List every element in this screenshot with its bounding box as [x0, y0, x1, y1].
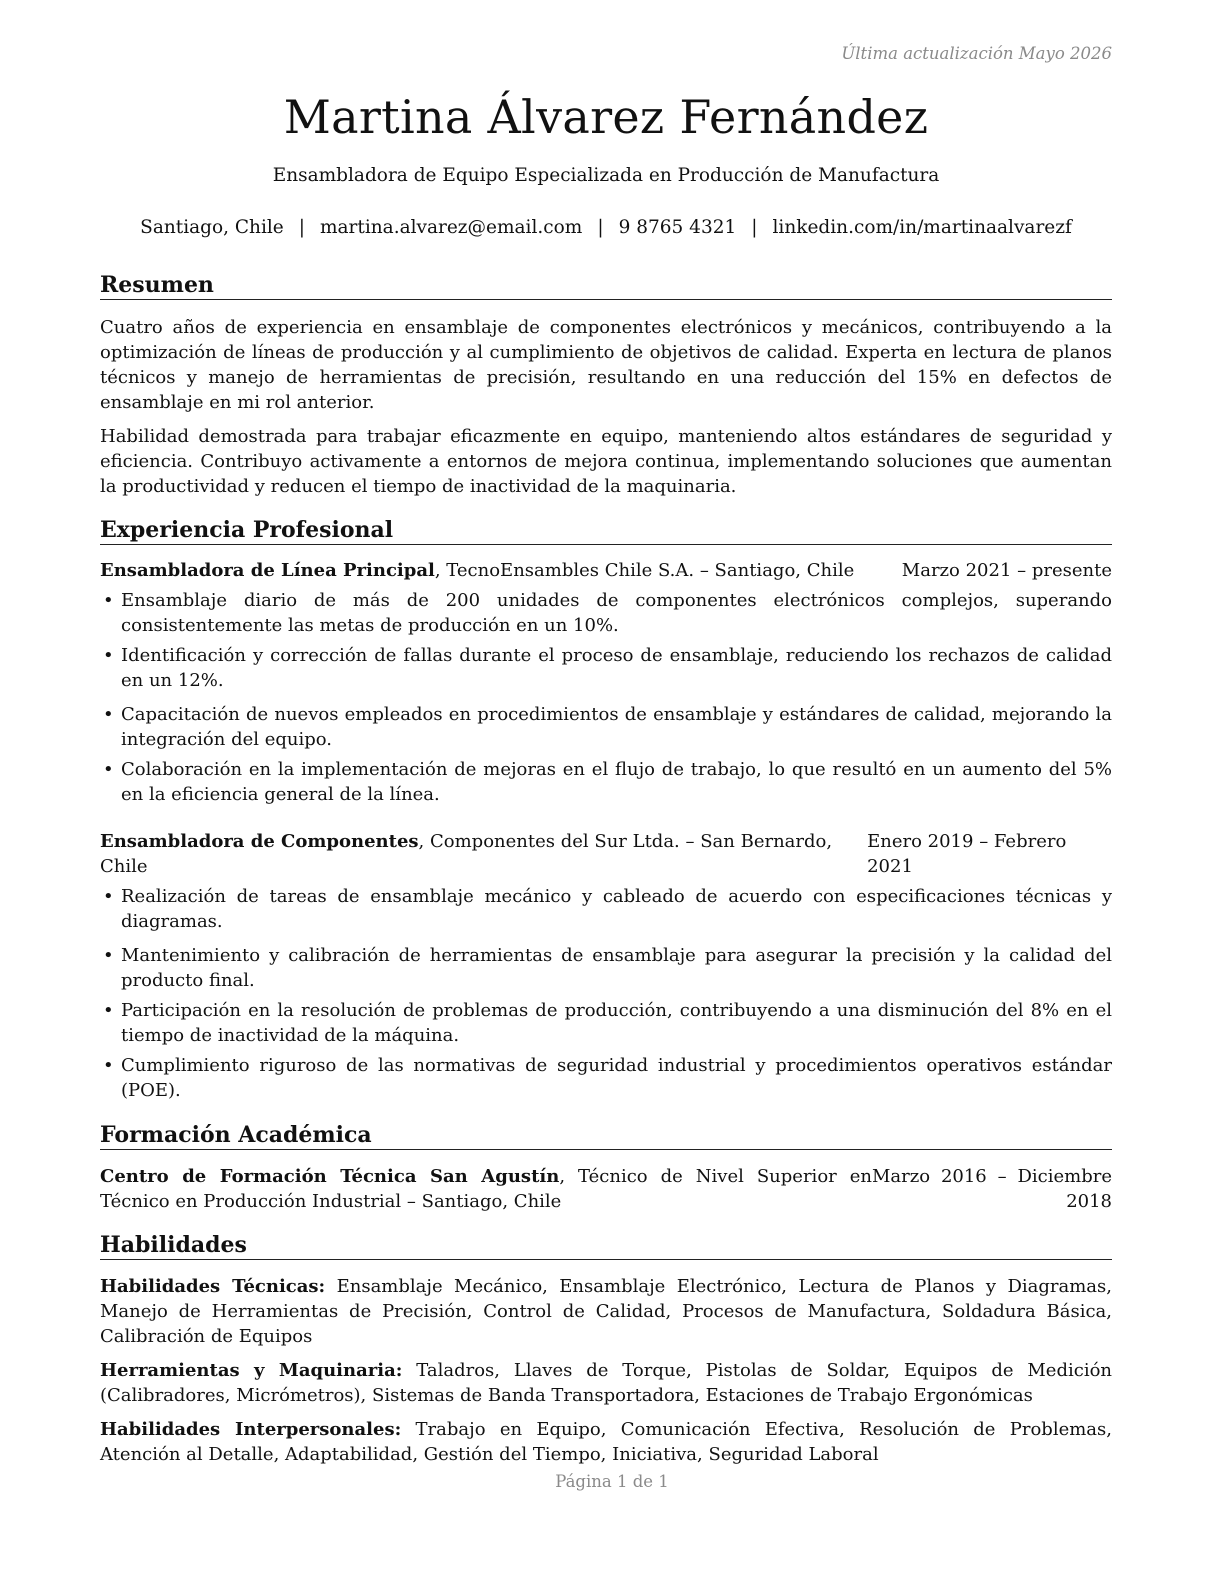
job-header: [100, 829, 1112, 879]
bullet-icon: •: [103, 1055, 114, 1076]
skill-group: [100, 1358, 1112, 1408]
bullet-icon: •: [103, 759, 114, 780]
job-role-company: [100, 558, 854, 583]
bullet-text: Identificación y corrección de fallas durante el proceso de ensamblaje, reduciendo los rechazos de calidad en un 12%.: [121, 645, 1112, 691]
skill-group-label: Herramientas y Maquinaria:: [100, 1360, 403, 1381]
bullet-icon: •: [103, 945, 114, 966]
section-title-experience: Experiencia Profesional: [100, 517, 1112, 545]
job-header: [100, 558, 1112, 583]
contact-location: Santiago, Chile: [140, 217, 284, 238]
job-role-company: [100, 829, 867, 879]
bullet-icon: •: [103, 590, 114, 611]
contact-linkedin-link[interactable]: linkedin.com/in/martinaalvarezf: [772, 217, 1072, 238]
contact-email-link[interactable]: martina.alvarez@email.com: [319, 217, 583, 238]
job-dates: Enero 2019 – Febrero 2021: [867, 831, 1067, 877]
job-dates: Marzo 2021 – presente: [901, 560, 1112, 581]
job-bullets: [100, 588, 1112, 807]
candidate-headline: Ensambladora de Equipo Especializada en Producción de Manufactura: [272, 165, 940, 186]
contact-line: [100, 216, 1112, 240]
bullet-text: Participación en la resolución de problemas de producción, contribuyendo a una disminución del 8% en el tiempo de inactividad de la máquina.: [121, 1000, 1112, 1046]
bullet-icon: •: [103, 645, 114, 666]
skill-group-label: Habilidades Interpersonales:: [100, 1419, 402, 1440]
list-item: [100, 757, 1112, 807]
bullet-icon: •: [103, 886, 114, 907]
skill-group-items: Ensamblaje Mecánico, Ensamblaje Electrónico, Lectura de Planos y Diagramas, Manejo de Herramientas de Precisión, Control de Calidad, Procesos de Manufactura, Soldadura Básica, Calibración de Equipos: [100, 1276, 1112, 1347]
section-title-education: Formación Académica: [100, 1122, 1112, 1150]
education-degree: , Técnico de Nivel Superior en Técnico en Producción Industrial – Santiago, Chile: [100, 1166, 872, 1212]
summary-paragraph: Habilidad demostrada para trabajar eficazmente en equipo, manteniendo altos estándares de seguridad y eficiencia. Contribuyo activamente a entornos de mejora continua, implementando soluciones que aumentan la productividad y reducen el tiempo de inactividad de la maquinaria.: [100, 426, 1112, 497]
education-institution: Centro de Formación Técnica San Agustín: [100, 1166, 560, 1187]
bullet-text: Capacitación de nuevos empleados en procedimientos de ensamblaje y estándares de calidad, mejorando la integración del equipo.: [121, 704, 1112, 750]
education-entry: [100, 1164, 1112, 1214]
skill-group: [100, 1274, 1112, 1349]
skill-group: [100, 1417, 1112, 1467]
skill-group-label: Habilidades Técnicas:: [100, 1276, 326, 1297]
list-item: [100, 643, 1112, 693]
skill-group-items: Trabajo en Equipo, Comunicación Efectiva, Resolución de Problemas, Atención al Detalle, Adaptabilidad, Gestión del Tiempo, Iniciativa, Seguridad Laboral: [100, 1419, 1112, 1465]
contact-phone: 9 8765 4321: [618, 217, 737, 238]
contact-separator: |: [298, 217, 305, 238]
bullet-text: Cumplimiento riguroso de las normativas de seguridad industrial y procedimientos operativos estándar (POE).: [121, 1055, 1112, 1101]
job-company: , TecnoEnsambles Chile S.A. – Santiago, Chile: [434, 560, 855, 581]
education-institution-degree: [100, 1164, 872, 1214]
list-item: [100, 702, 1112, 752]
list-item: [100, 943, 1112, 993]
bullet-text: Mantenimiento y calibración de herramientas de ensamblaje para asegurar la precisión y la calidad del producto final.: [121, 945, 1112, 991]
job-role: Ensambladora de Componentes: [100, 831, 419, 852]
summary-paragraph: Cuatro años de experiencia en ensamblaje de componentes electrónicos y mecánicos, contribuyendo a la optimización de líneas de producción y al cumplimiento de objetivos de calidad. Experta en lectura de planos técnicos y manejo de herramientas de precisión, resultando en una reducción del 15% en defectos de ensamblaje en mi rol anterior.: [100, 317, 1112, 413]
education-dates: Marzo 2016 – Diciembre 2018: [872, 1166, 1112, 1212]
contact-separator: |: [751, 217, 758, 238]
list-item: [100, 998, 1112, 1048]
job-bullets: [100, 884, 1112, 1103]
skill-group-items: Taladros, Llaves de Torque, Pistolas de Soldar, Equipos de Medición (Calibradores, Micrómetros), Sistemas de Banda Transportadora, Estaciones de Trabajo Ergonómicas: [100, 1360, 1113, 1406]
bullet-text: Realización de tareas de ensamblaje mecánico y cableado de acuerdo con especificaciones técnicas y diagramas.: [121, 886, 1112, 932]
page-number: Página 1 de 1: [555, 1472, 669, 1491]
section-title-skills: Habilidades: [100, 1232, 1112, 1260]
resume-page: [100, 0, 1112, 1467]
job-company: , Componentes del Sur Ltda. – San Bernardo, Chile: [100, 831, 833, 877]
bullet-text: Ensamblaje diario de más de 200 unidades de componentes electrónicos complejos, superando consistentemente las metas de producción en un 10%.: [121, 590, 1112, 636]
bullet-icon: •: [103, 1000, 114, 1021]
list-item: [100, 588, 1112, 638]
section-title-summary: Resumen: [100, 272, 1112, 300]
job-role: Ensambladora de Línea Principal: [100, 560, 435, 581]
candidate-name: Martina Álvarez Fernández: [283, 90, 929, 144]
bullet-text: Colaboración en la implementación de mejoras en el flujo de trabajo, lo que resultó en un aumento del 5% en la eficiencia general de la línea.: [121, 759, 1112, 805]
last-updated-note: Última actualización Mayo 2026: [841, 44, 1112, 63]
bullet-icon: •: [103, 704, 114, 725]
list-item: [100, 884, 1112, 934]
contact-separator: |: [597, 217, 604, 238]
list-item: [100, 1053, 1112, 1103]
